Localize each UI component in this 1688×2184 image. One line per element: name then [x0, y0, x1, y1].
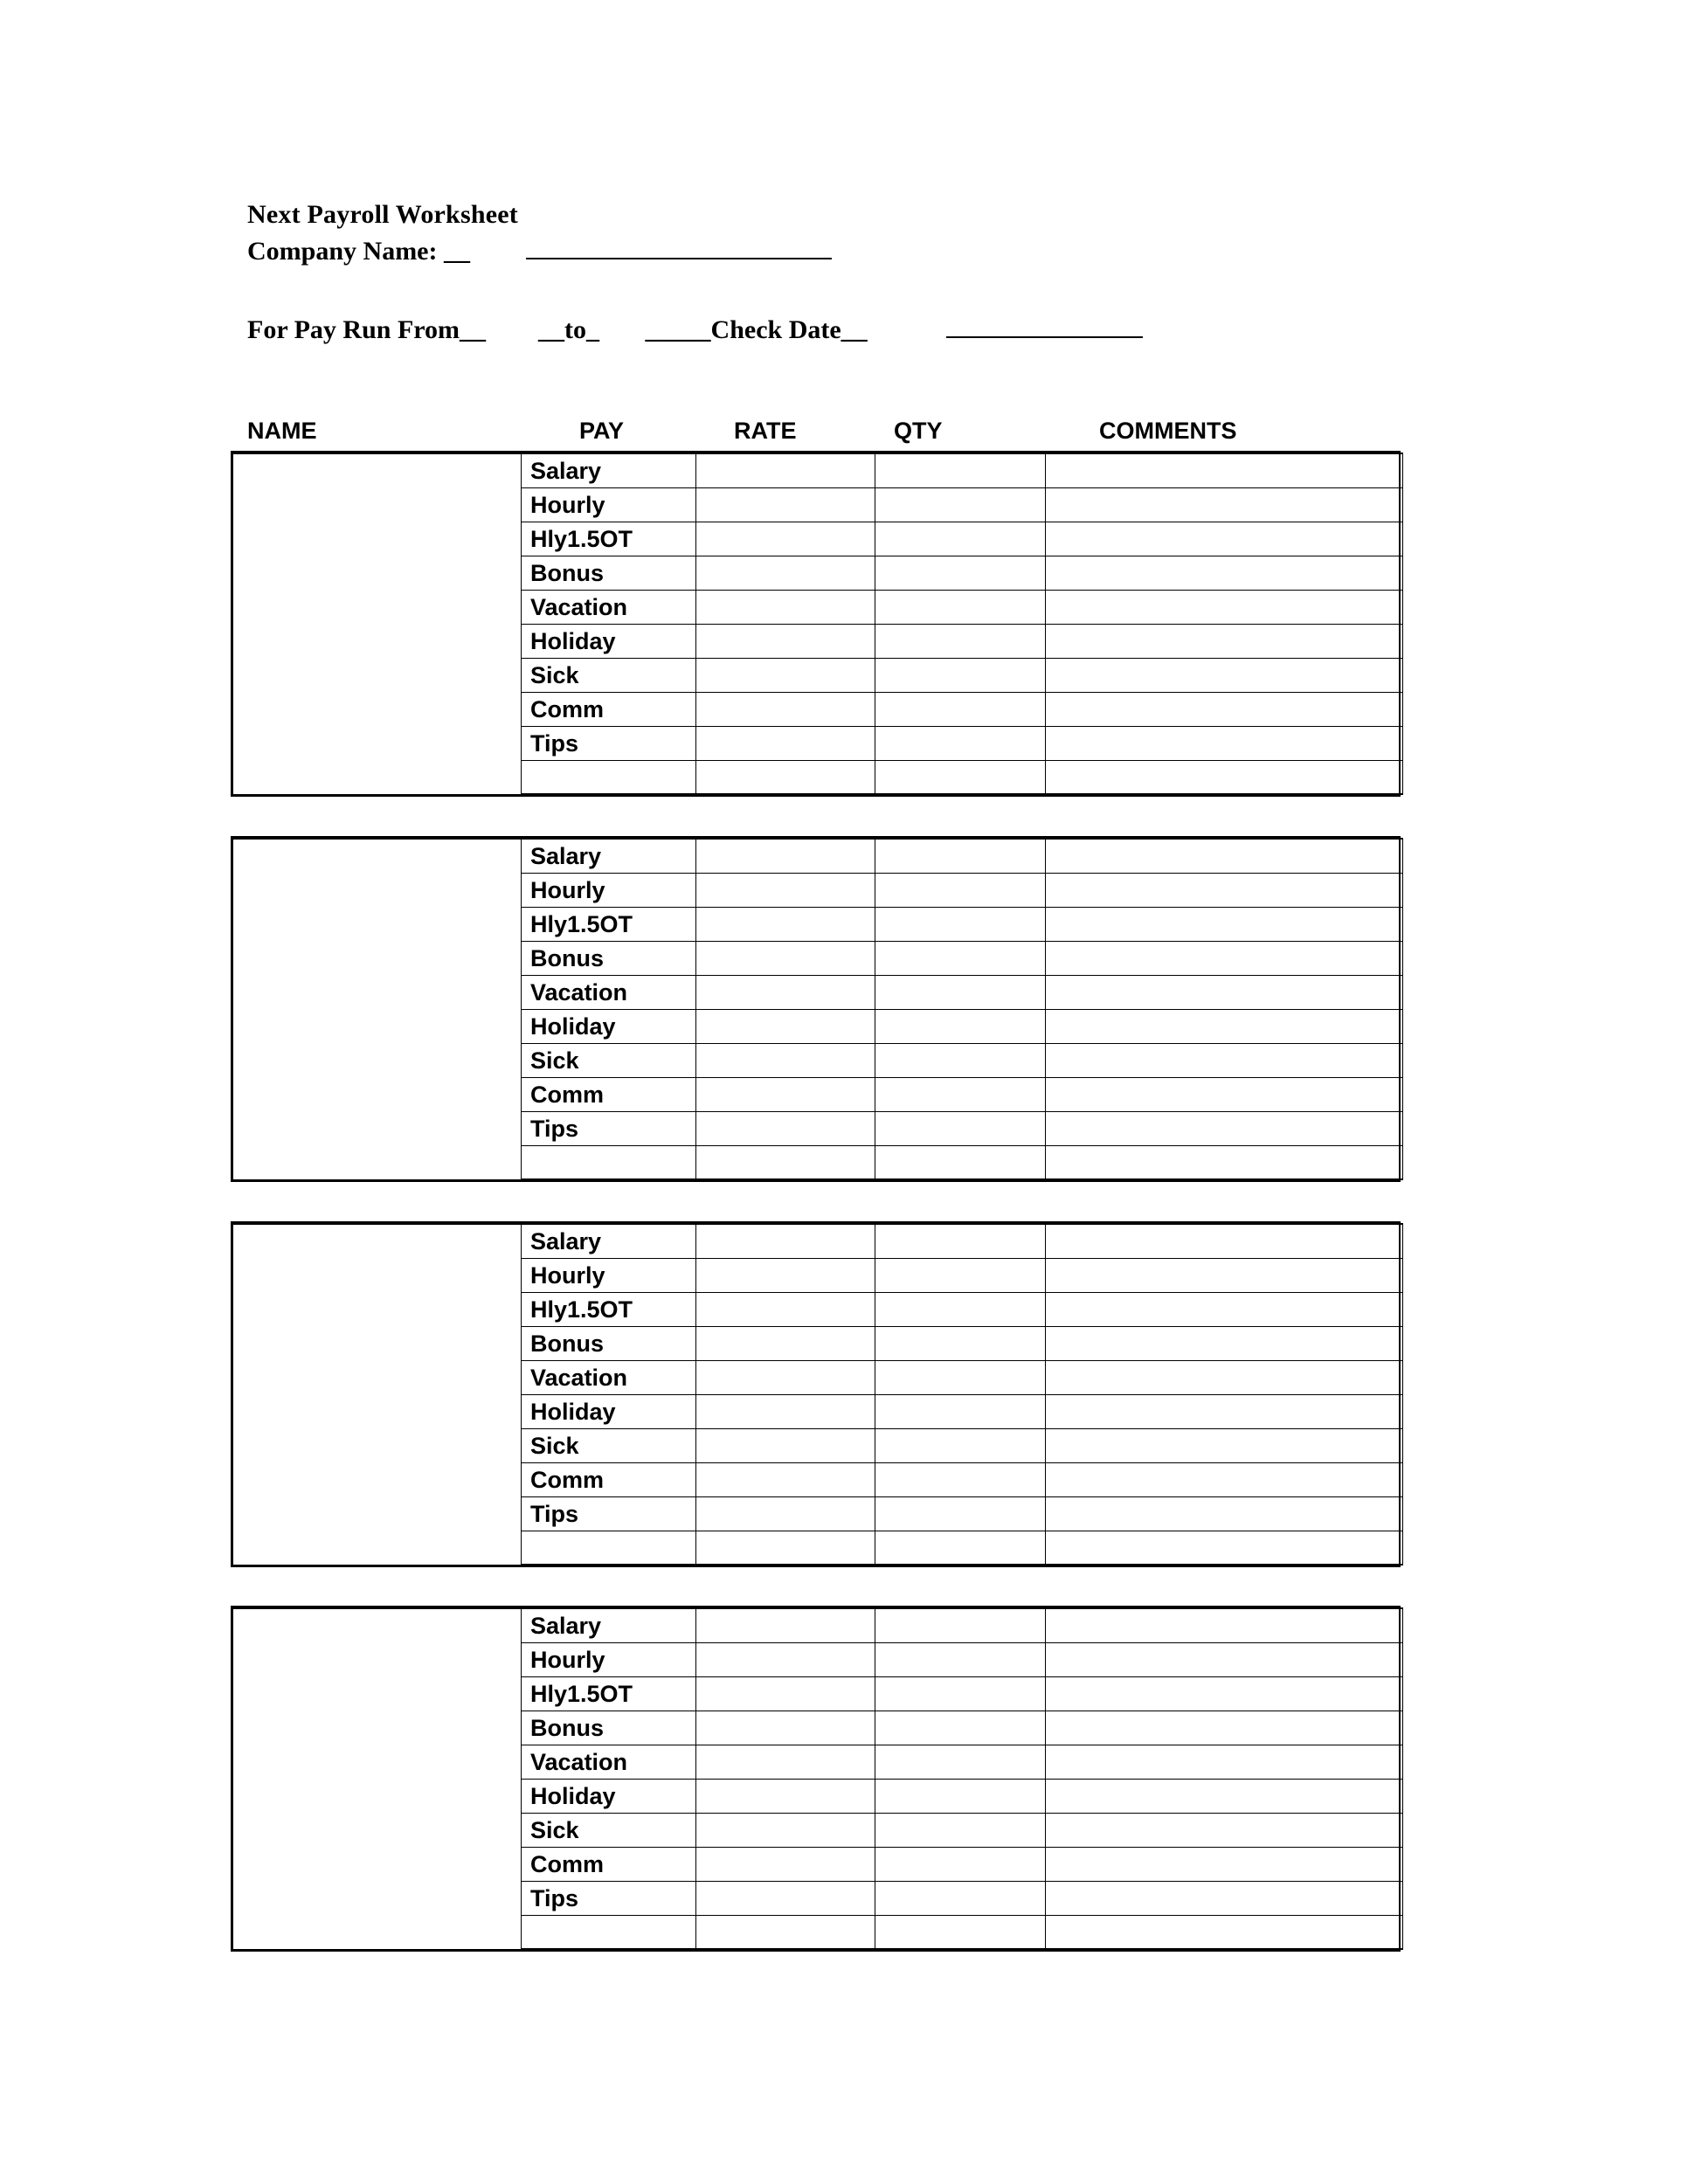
qty-cell[interactable]: [875, 1881, 1046, 1915]
rate-cell[interactable]: [696, 1496, 875, 1531]
pay-type-cell: Vacation: [522, 590, 696, 624]
rate-cell[interactable]: [696, 1077, 875, 1111]
pay-type-cell: Salary: [522, 453, 696, 487]
comments-cell[interactable]: [1046, 1360, 1403, 1394]
comments-cell[interactable]: [1046, 1779, 1403, 1813]
qty-cell[interactable]: [875, 1496, 1046, 1531]
comments-cell[interactable]: [1046, 692, 1403, 726]
qty-cell[interactable]: [875, 1745, 1046, 1779]
qty-cell[interactable]: [875, 941, 1046, 975]
rate-cell[interactable]: [696, 726, 875, 760]
pay-type-cell: Holiday: [522, 1009, 696, 1043]
table-row: [233, 1608, 1403, 1642]
comments-cell[interactable]: [1046, 1224, 1403, 1258]
comments-cell[interactable]: [1046, 1077, 1403, 1111]
pay-type-cell: Bonus: [522, 556, 696, 590]
rate-cell[interactable]: [696, 1711, 875, 1745]
qty-cell[interactable]: [875, 1077, 1046, 1111]
comments-cell[interactable]: [1046, 1326, 1403, 1360]
comments-cell[interactable]: [1046, 907, 1403, 941]
employee-name-cell[interactable]: [233, 839, 522, 1179]
rate-cell[interactable]: [696, 1847, 875, 1881]
qty-cell[interactable]: [875, 873, 1046, 907]
rate-cell[interactable]: [696, 1676, 875, 1711]
qty-cell[interactable]: [875, 1394, 1046, 1428]
pay-type-cell: Hourly: [522, 1642, 696, 1676]
qty-cell[interactable]: [875, 1009, 1046, 1043]
pay-type-cell: Comm: [522, 1462, 696, 1496]
comments-cell[interactable]: [1046, 1745, 1403, 1779]
qty-cell[interactable]: [875, 624, 1046, 658]
pay-type-cell: [522, 1915, 696, 1949]
comments-cell[interactable]: [1046, 1496, 1403, 1531]
pay-type-cell: Tips: [522, 1111, 696, 1145]
column-header-rate: RATE: [734, 418, 797, 444]
qty-cell[interactable]: [875, 1292, 1046, 1326]
qty-cell[interactable]: [875, 658, 1046, 692]
rate-cell[interactable]: [696, 1009, 875, 1043]
rate-cell[interactable]: [696, 1258, 875, 1292]
employee-pay-table: [232, 1607, 1403, 1950]
qty-cell[interactable]: [875, 975, 1046, 1009]
column-header-comments: COMMENTS: [1099, 418, 1237, 444]
qty-cell[interactable]: [875, 453, 1046, 487]
rate-cell[interactable]: [696, 1292, 875, 1326]
column-header-name: NAME: [247, 418, 317, 444]
comments-cell[interactable]: [1046, 556, 1403, 590]
comments-cell[interactable]: [1046, 453, 1403, 487]
company-name-row: [247, 233, 1470, 270]
comments-cell[interactable]: [1046, 590, 1403, 624]
comments-cell[interactable]: [1046, 1711, 1403, 1745]
pay-type-cell: Hly1.5OT: [522, 1292, 696, 1326]
qty-cell[interactable]: [875, 522, 1046, 556]
pay-type-cell: Salary: [522, 1608, 696, 1642]
rate-cell[interactable]: [696, 975, 875, 1009]
pay-type-cell: Bonus: [522, 941, 696, 975]
comments-cell[interactable]: [1046, 1428, 1403, 1462]
employee-block: [231, 1606, 1401, 1952]
qty-cell[interactable]: [875, 1531, 1046, 1565]
pay-type-cell: [522, 760, 696, 794]
comments-cell[interactable]: [1046, 1531, 1403, 1565]
employee-block: [231, 1221, 1401, 1567]
rate-cell[interactable]: [696, 1779, 875, 1813]
pay-type-cell: Salary: [522, 1224, 696, 1258]
qty-cell[interactable]: [875, 1360, 1046, 1394]
employee-name-cell[interactable]: [233, 453, 522, 794]
pay-type-cell: Sick: [522, 1428, 696, 1462]
qty-cell[interactable]: [875, 1224, 1046, 1258]
pay-type-cell: Bonus: [522, 1711, 696, 1745]
comments-cell[interactable]: [1046, 839, 1403, 873]
pay-type-cell: Hly1.5OT: [522, 1676, 696, 1711]
comments-cell[interactable]: [1046, 1145, 1403, 1179]
rate-cell[interactable]: [696, 907, 875, 941]
qty-cell[interactable]: [875, 1462, 1046, 1496]
column-headers: [0, 418, 1688, 447]
pay-type-cell: Holiday: [522, 624, 696, 658]
qty-cell[interactable]: [875, 1779, 1046, 1813]
rate-cell[interactable]: [696, 624, 875, 658]
pay-type-cell: Hourly: [522, 487, 696, 522]
employee-pay-table: [232, 453, 1403, 795]
comments-cell[interactable]: [1046, 624, 1403, 658]
rate-cell[interactable]: [696, 760, 875, 794]
document-header: [247, 197, 1470, 270]
rate-cell[interactable]: [696, 839, 875, 873]
rate-cell[interactable]: [696, 556, 875, 590]
comments-cell[interactable]: [1046, 1009, 1403, 1043]
qty-cell[interactable]: [875, 590, 1046, 624]
rate-cell[interactable]: [696, 1608, 875, 1642]
qty-cell[interactable]: [875, 1326, 1046, 1360]
pay-run-row: [247, 312, 1143, 349]
comments-cell[interactable]: [1046, 1394, 1403, 1428]
table-row: [233, 1224, 1403, 1258]
comments-cell[interactable]: [1046, 658, 1403, 692]
check-date-input[interactable]: [946, 315, 1143, 338]
qty-cell[interactable]: [875, 1676, 1046, 1711]
rate-cell[interactable]: [696, 658, 875, 692]
pay-type-cell: [522, 1531, 696, 1565]
rate-cell[interactable]: [696, 941, 875, 975]
comments-cell[interactable]: [1046, 726, 1403, 760]
employee-pay-table: [232, 838, 1403, 1180]
pay-type-cell: Sick: [522, 1813, 696, 1847]
qty-cell[interactable]: [875, 1642, 1046, 1676]
rate-cell[interactable]: [696, 1111, 875, 1145]
pay-type-cell: Vacation: [522, 1360, 696, 1394]
rate-cell[interactable]: [696, 1642, 875, 1676]
comments-cell[interactable]: [1046, 1847, 1403, 1881]
qty-cell[interactable]: [875, 1915, 1046, 1949]
qty-cell[interactable]: [875, 760, 1046, 794]
rate-cell[interactable]: [696, 692, 875, 726]
qty-cell[interactable]: [875, 1428, 1046, 1462]
comments-cell[interactable]: [1046, 760, 1403, 794]
pay-type-cell: Holiday: [522, 1394, 696, 1428]
rate-cell[interactable]: [696, 1745, 875, 1779]
rate-cell[interactable]: [696, 487, 875, 522]
rate-cell[interactable]: [696, 1145, 875, 1179]
rate-cell[interactable]: [696, 1360, 875, 1394]
comments-cell[interactable]: [1046, 522, 1403, 556]
rate-cell[interactable]: [696, 1043, 875, 1077]
comments-cell[interactable]: [1046, 1608, 1403, 1642]
company-name-input[interactable]: [526, 237, 832, 259]
rate-cell[interactable]: [696, 873, 875, 907]
table-row: [233, 453, 1403, 487]
pay-type-cell: Tips: [522, 726, 696, 760]
qty-cell[interactable]: [875, 1258, 1046, 1292]
comments-cell[interactable]: [1046, 1462, 1403, 1496]
qty-cell[interactable]: [875, 839, 1046, 873]
pay-type-cell: Hourly: [522, 873, 696, 907]
rate-cell[interactable]: [696, 590, 875, 624]
rate-cell[interactable]: [696, 1813, 875, 1847]
comments-cell[interactable]: [1046, 975, 1403, 1009]
rate-cell[interactable]: [696, 1326, 875, 1360]
comments-cell[interactable]: [1046, 1676, 1403, 1711]
comments-cell[interactable]: [1046, 1915, 1403, 1949]
page-title: Next Payroll Worksheet: [247, 200, 518, 229]
column-header-pay: PAY: [579, 418, 625, 444]
pay-type-cell: Hly1.5OT: [522, 522, 696, 556]
qty-cell[interactable]: [875, 726, 1046, 760]
qty-cell[interactable]: [875, 1711, 1046, 1745]
comments-cell[interactable]: [1046, 873, 1403, 907]
comments-cell[interactable]: [1046, 487, 1403, 522]
comments-cell[interactable]: [1046, 1642, 1403, 1676]
qty-cell[interactable]: [875, 1043, 1046, 1077]
rate-cell[interactable]: [696, 1531, 875, 1565]
pay-type-cell: Bonus: [522, 1326, 696, 1360]
company-name-label: Company Name: __: [247, 237, 470, 266]
pay-type-cell: [522, 1145, 696, 1179]
pay-type-cell: Sick: [522, 658, 696, 692]
employee-name-cell[interactable]: [233, 1224, 522, 1565]
employee-block: [231, 836, 1401, 1182]
employee-name-cell[interactable]: [233, 1608, 522, 1949]
pay-type-cell: Vacation: [522, 975, 696, 1009]
qty-cell[interactable]: [875, 907, 1046, 941]
pay-type-cell: Holiday: [522, 1779, 696, 1813]
comments-cell[interactable]: [1046, 1813, 1403, 1847]
rate-cell[interactable]: [696, 1224, 875, 1258]
qty-cell[interactable]: [875, 1608, 1046, 1642]
pay-type-cell: Sick: [522, 1043, 696, 1077]
qty-cell[interactable]: [875, 487, 1046, 522]
rate-cell[interactable]: [696, 1462, 875, 1496]
pay-type-cell: Comm: [522, 1847, 696, 1881]
comments-cell[interactable]: [1046, 1881, 1403, 1915]
comments-cell[interactable]: [1046, 1043, 1403, 1077]
qty-cell[interactable]: [875, 1145, 1046, 1179]
comments-cell[interactable]: [1046, 1111, 1403, 1145]
qty-cell[interactable]: [875, 692, 1046, 726]
rate-cell[interactable]: [696, 522, 875, 556]
rate-cell[interactable]: [696, 1881, 875, 1915]
rate-cell[interactable]: [696, 1428, 875, 1462]
rate-cell[interactable]: [696, 1394, 875, 1428]
pay-type-cell: Comm: [522, 1077, 696, 1111]
comments-cell[interactable]: [1046, 1258, 1403, 1292]
pay-type-cell: Hly1.5OT: [522, 907, 696, 941]
pay-run-label: For Pay Run From__ __to_ _____Check Date__: [247, 315, 868, 344]
employee-block: [231, 451, 1401, 797]
table-row: [233, 839, 1403, 873]
qty-cell[interactable]: [875, 556, 1046, 590]
pay-type-cell: Salary: [522, 839, 696, 873]
column-header-qty: QTY: [894, 418, 943, 444]
pay-type-cell: Tips: [522, 1496, 696, 1531]
pay-type-cell: Tips: [522, 1881, 696, 1915]
employee-pay-table: [232, 1223, 1403, 1565]
pay-type-cell: Vacation: [522, 1745, 696, 1779]
comments-cell[interactable]: [1046, 941, 1403, 975]
rate-cell[interactable]: [696, 1915, 875, 1949]
qty-cell[interactable]: [875, 1813, 1046, 1847]
rate-cell[interactable]: [696, 453, 875, 487]
comments-cell[interactable]: [1046, 1292, 1403, 1326]
qty-cell[interactable]: [875, 1847, 1046, 1881]
pay-type-cell: Comm: [522, 692, 696, 726]
qty-cell[interactable]: [875, 1111, 1046, 1145]
pay-type-cell: Hourly: [522, 1258, 696, 1292]
